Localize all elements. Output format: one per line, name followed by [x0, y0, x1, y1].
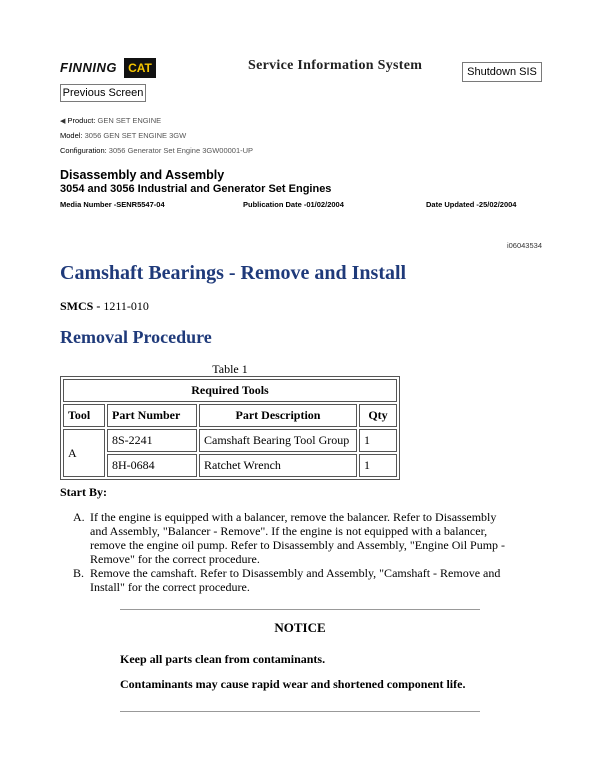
table-caption: Table 1 — [212, 362, 248, 376]
model-value: 3056 GEN SET ENGINE 3GW — [84, 131, 187, 140]
required-tools-table — [60, 376, 400, 480]
previous-screen-button[interactable]: Previous Screen — [60, 84, 146, 102]
logo-brand-text: FINNING — [60, 60, 117, 75]
table-row — [63, 429, 397, 452]
part-number-cell: 8H-0684 — [107, 454, 197, 477]
part-number-cell: 8S-2241 — [107, 429, 197, 452]
publication-date: Publication Date -01/02/2004 — [243, 200, 344, 209]
table-title: Required Tools — [63, 379, 397, 402]
shutdown-button[interactable]: Shutdown SIS — [462, 62, 542, 82]
date-updated: Date Updated -25/02/2004 — [426, 200, 517, 209]
model-label: Model: — [60, 131, 83, 140]
section-heading: Removal Procedure — [60, 327, 212, 347]
qty-cell: 1 — [359, 454, 397, 477]
logo-cat-badge: CAT — [124, 58, 156, 78]
step-label: B. — [73, 566, 85, 580]
list-item — [73, 510, 513, 566]
product-info — [60, 116, 161, 125]
part-description-cell: Camshaft Bearing Tool Group — [199, 429, 357, 452]
system-title: Service Information System — [248, 58, 423, 73]
notice-title: NOTICE — [274, 620, 326, 635]
start-by-steps — [73, 510, 513, 594]
arrow-icon: ◀ — [60, 118, 66, 125]
product-value: GEN SET ENGINE — [97, 116, 162, 125]
product-label: Product: — [67, 116, 96, 125]
notice-divider-top — [120, 609, 480, 610]
document-title: Disassembly and Assembly — [60, 168, 225, 182]
table-row — [63, 454, 397, 477]
configuration-info — [60, 146, 253, 155]
document-subtitle: 3054 and 3056 Industrial and Generator Set Engines — [60, 183, 332, 195]
header-tool: Tool — [63, 404, 105, 427]
illustration-id: i06043534 — [506, 241, 542, 250]
configuration-value: 3056 Generator Set Engine 3GW00001-UP — [108, 146, 254, 155]
header-part-number: Part Number — [107, 404, 197, 427]
part-description-cell: Ratchet Wrench — [199, 454, 357, 477]
header-qty: Qty — [359, 404, 397, 427]
notice-text: Contaminants may cause rapid wear and shortened component life. — [120, 677, 466, 691]
media-number: Media Number -SENR5547-04 — [60, 200, 165, 209]
step-text: If the engine is equipped with a balancer, remove the balancer. Refer to Disassembly and Assembly, "Balancer - Remove". If the engine is not equipped with a balancer, remove the engine oil pump. Refer to Disassembly and Assembly, "Engine Oil Pump - Remove" for the correct procedure. — [90, 510, 506, 566]
step-text: Remove the camshaft. Refer to Disassembly and Assembly, "Camshaft - Remove and Install" for the correct procedure. — [90, 566, 501, 594]
header-part-description: Part Description — [199, 404, 357, 427]
qty-cell: 1 — [359, 429, 397, 452]
tool-cell: A — [63, 429, 105, 477]
list-item — [73, 566, 513, 594]
notice-divider-bottom — [120, 711, 480, 712]
notice-text: Keep all parts clean from contaminants. — [120, 652, 326, 666]
smcs-value: 1211-010 — [103, 299, 149, 313]
page-heading: Camshaft Bearings - Remove and Install — [60, 262, 407, 284]
smcs-label: SMCS - — [60, 299, 104, 313]
step-label: A. — [73, 510, 85, 524]
model-info — [60, 131, 186, 140]
finning-cat-logo — [60, 58, 156, 78]
smcs-code — [60, 299, 149, 314]
start-by-label: Start By: — [60, 485, 107, 499]
configuration-label: Configuration: — [60, 146, 107, 155]
